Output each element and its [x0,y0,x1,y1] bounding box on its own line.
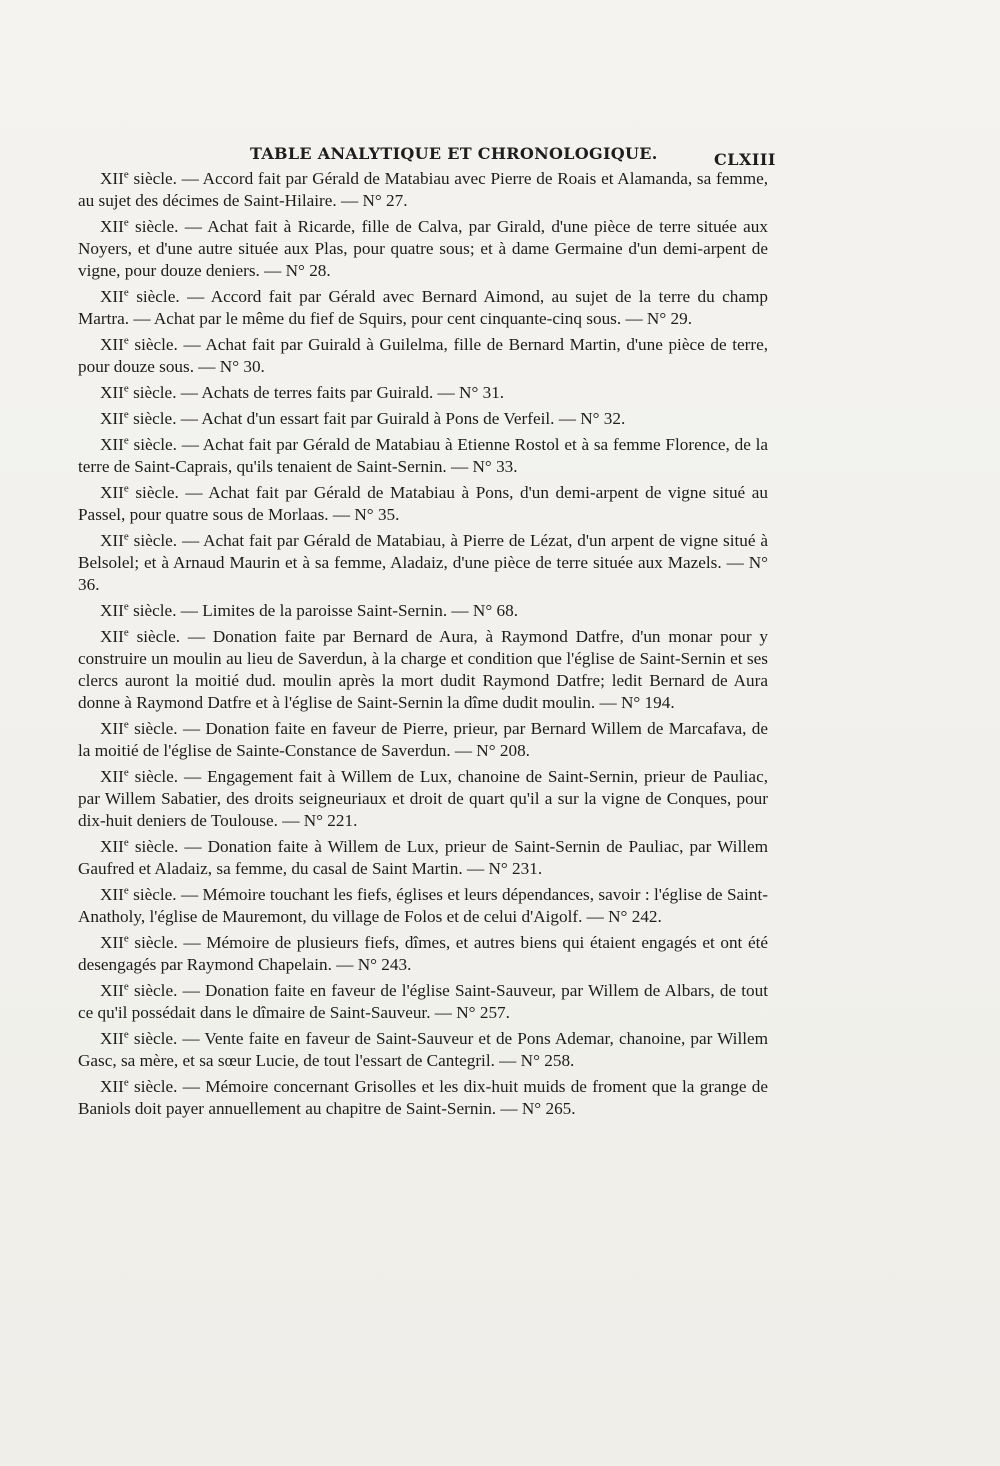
entry-text: siècle. — Mémoire de plusieurs fiefs, dîmes, et autres biens qui étaient engagés et ont été desengagés par Raymond Chapelain. — N° 243. [78,933,768,974]
entry-text: siècle. — Achat fait par Gérald de Matabiau à Pons, d'un demi-arpent de vigne situé au Passel, pour quatre sous de Morlaas. — N° 35. [78,483,768,524]
entry-century: XIIe [100,434,129,454]
entry-6 [78,408,768,430]
entry-14 [78,836,768,880]
entry-text: siècle. — Achat fait par Gérald de Matabiau à Etienne Rostol et à sa femme Florence, de la terre de Saint-Caprais, qu'ils tenaient de Saint-Sernin. — N° 33. [78,435,768,476]
entry-text: siècle. — Donation faite par Bernard de Aura, à Raymond Datfre, d'un monar pour y construire un moulin au lieu de Saverdun, à la charge et condition que l'église de Saint-Sernin et ses clercs auront la moitié dud. moulin après la mort dudit Raymond Datfre; ledit Bernard de Aura donne à Raymond Datfre et à l'église de Saint-Sernin la dîme dudit moulin. — N° 194. [78,627,768,712]
entry-century: XIIe [100,766,129,786]
entry-century: XIIe [100,382,129,402]
entry-century: XIIe [100,980,129,1000]
entry-text: siècle. — Donation faite à Willem de Lux, prieur de Saint-Sernin de Pauliac, par Willem Gaufred et Aladaiz, sa femme, du casal de Saint Martin. — N° 231. [78,837,768,878]
entry-century: XIIe [100,932,129,952]
entry-century: XIIe [100,1028,129,1048]
entry-text: siècle. — Accord fait par Gérald de Matabiau avec Pierre de Roais et Alamanda, sa femme, au sujet des décimes de Saint-Hilaire. — N° 27. [78,169,768,210]
entry-text: siècle. — Achat d'un essart fait par Guirald à Pons de Verfeil. — N° 32. [128,409,626,428]
entry-12 [78,718,768,762]
entry-17 [78,980,768,1024]
entry-century: XIIe [100,216,129,236]
entry-4 [78,334,768,378]
entry-century: XIIe [100,408,129,428]
entry-century: XIIe [100,1076,129,1096]
entry-text: siècle. — Achat fait à Ricarde, fille de Calva, par Girald, d'une pièce de terre située aux Noyers, et d'une autre située aux Plas, pour quatre sous; et à dame Germaine d'un demi-arpent de vigne, pour douze deniers. — N° 28. [78,217,768,280]
entry-19 [78,1076,768,1120]
entry-century: XIIe [100,718,129,738]
page-number: CLXIII [714,150,776,169]
entry-15 [78,884,768,928]
entry-11 [78,626,768,714]
entry-text: siècle. — Accord fait par Gérald avec Bernard Aimond, au sujet de la terre du champ Martra. — Achat par le même du fief de Squirs, pour cent cinquante-cinq sous. — N° 29. [78,287,768,328]
entry-9 [78,530,768,596]
entry-5 [78,382,768,404]
entry-century: XIIe [100,168,129,188]
entry-10 [78,600,768,622]
entries-list [78,168,768,1124]
running-title: TABLE ANALYTIQUE ET CHRONOLOGIQUE. [250,144,658,163]
entry-text: siècle. — Achat fait par Guirald à Guilelma, fille de Bernard Martin, d'une pièce de terre, pour douze sous. — N° 30. [78,335,768,376]
entry-16 [78,932,768,976]
entry-text: siècle. — Achats de terres faits par Guirald. — N° 31. [128,383,505,402]
entry-century: XIIe [100,884,129,904]
entry-century: XIIe [100,600,129,620]
entry-text: siècle. — Vente faite en faveur de Saint-Sauveur et de Pons Ademar, chanoine, par Willem Gasc, sa mère, et sa sœur Lucie, de tout l'essart de Cantegril. — N° 258. [78,1029,768,1070]
entry-text: siècle. — Donation faite en faveur de l'église Saint-Sauveur, par Willem de Albars, de tout ce qu'il possédait dans le dîmaire de Saint-Sauveur. — N° 257. [78,981,768,1022]
entry-text: siècle. — Donation faite en faveur de Pierre, prieur, par Bernard Willem de Marcafava, de la moitié de l'église de Sainte-Constance de Saverdun. — N° 208. [78,719,768,760]
entry-13 [78,766,768,832]
entry-2 [78,216,768,282]
entry-3 [78,286,768,330]
entry-century: XIIe [100,286,129,306]
entry-18 [78,1028,768,1072]
entry-text: siècle. — Achat fait par Gérald de Matabiau, à Pierre de Lézat, d'un arpent de vigne situé à Belsolel; et à Arnaud Maurin et à sa femme, Aladaiz, d'une pièce de terre située aux Mazels. — N° 36. [78,531,768,594]
entry-century: XIIe [100,626,129,646]
entry-text: siècle. — Engagement fait à Willem de Lux, chanoine de Saint-Sernin, prieur de Pauliac, par Willem Sabatier, des droits seigneuriaux et droit de quart qu'il a sur la vigne de Conques, pour dix-huit deniers de Toulouse. — N° 221. [78,767,768,830]
entry-century: XIIe [100,334,129,354]
entry-text: siècle. — Limites de la paroisse Saint-Sernin. — N° 68. [128,601,518,620]
entry-text: siècle. — Mémoire concernant Grisolles et les dix-huit muids de froment que la grange de Baniols doit payer annuellement au chapitre de Saint-Sernin. — N° 265. [78,1077,768,1118]
entry-1 [78,168,768,212]
entry-century: XIIe [100,836,129,856]
entry-8 [78,482,768,526]
entry-text: siècle. — Mémoire touchant les fiefs, églises et leurs dépendances, savoir : l'église de Saint-Anatholy, l'église de Mauremont, du village de Folos et de celui d'Aigolf. — N° 242. [78,885,768,926]
entry-century: XIIe [100,530,129,550]
entry-7 [78,434,768,478]
entry-century: XIIe [100,482,129,502]
